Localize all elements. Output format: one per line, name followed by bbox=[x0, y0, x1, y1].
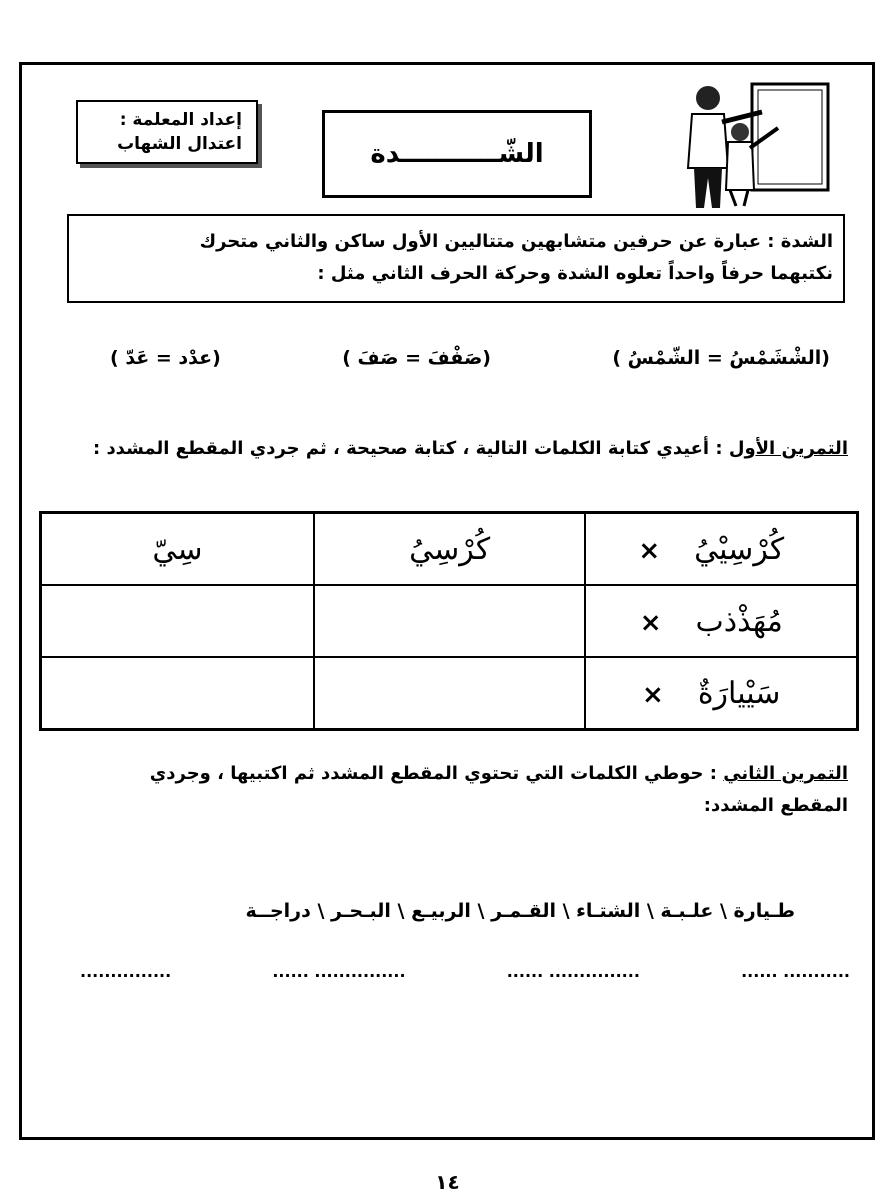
author-box bbox=[76, 100, 258, 164]
exercise-1-title: التمرين الأول bbox=[728, 438, 848, 459]
answer-lines bbox=[80, 962, 850, 992]
cross-mark: × bbox=[642, 679, 664, 710]
example-2: (صَفْفَ = صَفَ ) bbox=[342, 347, 491, 369]
syllable-cell[interactable] bbox=[41, 657, 314, 730]
author-label: إعداد المعلمة : bbox=[119, 110, 242, 130]
answer-line[interactable]: ............... bbox=[80, 962, 172, 981]
table-row bbox=[41, 585, 858, 657]
page-title-text: الشّـــــــــــدة bbox=[370, 139, 544, 169]
word-cell bbox=[585, 513, 857, 586]
exercise-1-text: : أعيدي كتابة الكلمات التالية ، كتابة صحيحة ، ثم جردي المقطع المشدد : bbox=[92, 438, 723, 459]
cross-mark: × bbox=[639, 607, 662, 638]
exercise-1-instructions bbox=[78, 432, 848, 466]
answer-line[interactable]: ...... ............... bbox=[506, 962, 640, 981]
definition-line-1: الشدة : عبارة عن حرفين متشابهين متتاليين الأول ساكن والثاني متحرك bbox=[199, 231, 833, 252]
exercise-2-text: : حوطي الكلمات التي تحتوي المقطع المشدد ثم اكتبيها ، وجردي المقطع المشدد: bbox=[149, 763, 848, 816]
table-row bbox=[41, 513, 858, 586]
example-3: (الشْشَمْسُ = الشّمْسُ ) bbox=[612, 347, 830, 369]
word-list: طـيارة \ علـبـة \ الشتـاء \ القـمـر \ الربيـع \ البـحـر \ دراجــة bbox=[245, 900, 795, 922]
example-1: (عدْد = عَدّ ) bbox=[110, 347, 221, 369]
page-number: ١٤ bbox=[435, 1170, 460, 1194]
answer-cell[interactable] bbox=[314, 657, 586, 730]
examples-row bbox=[110, 340, 830, 376]
teacher-at-board-illustration bbox=[666, 78, 836, 210]
answer-line[interactable]: ...... ........... bbox=[741, 962, 850, 981]
answer-cell[interactable] bbox=[314, 585, 586, 657]
cross-mark: × bbox=[638, 535, 661, 566]
word-cell bbox=[585, 585, 857, 657]
answer-line[interactable]: ...... ............... bbox=[272, 962, 406, 981]
definition-box bbox=[67, 214, 845, 303]
definition-line-2: نكتبهما حرفاً واحداً تعلوه الشدة وحركة الحرف الثاني مثل : bbox=[317, 263, 833, 284]
syllable-cell[interactable] bbox=[41, 585, 314, 657]
syllable-cell[interactable]: سِيّ bbox=[41, 513, 314, 586]
word-cell bbox=[585, 657, 857, 730]
table-row bbox=[41, 657, 858, 730]
exercise-2-title: التمرين الثاني bbox=[723, 763, 848, 784]
answer-cell[interactable]: كُرْسِيُ bbox=[314, 513, 586, 586]
exercise-2-instructions bbox=[78, 758, 848, 822]
author-name: اعتدال الشهاب bbox=[117, 134, 242, 154]
incorrect-word: كُرْسِيْيُ bbox=[694, 531, 785, 567]
page-title bbox=[322, 110, 592, 198]
incorrect-word: سَيْيارَةٌ bbox=[697, 675, 781, 711]
incorrect-word: مُهَذْذب bbox=[695, 603, 783, 639]
exercise-1-table bbox=[39, 511, 859, 731]
